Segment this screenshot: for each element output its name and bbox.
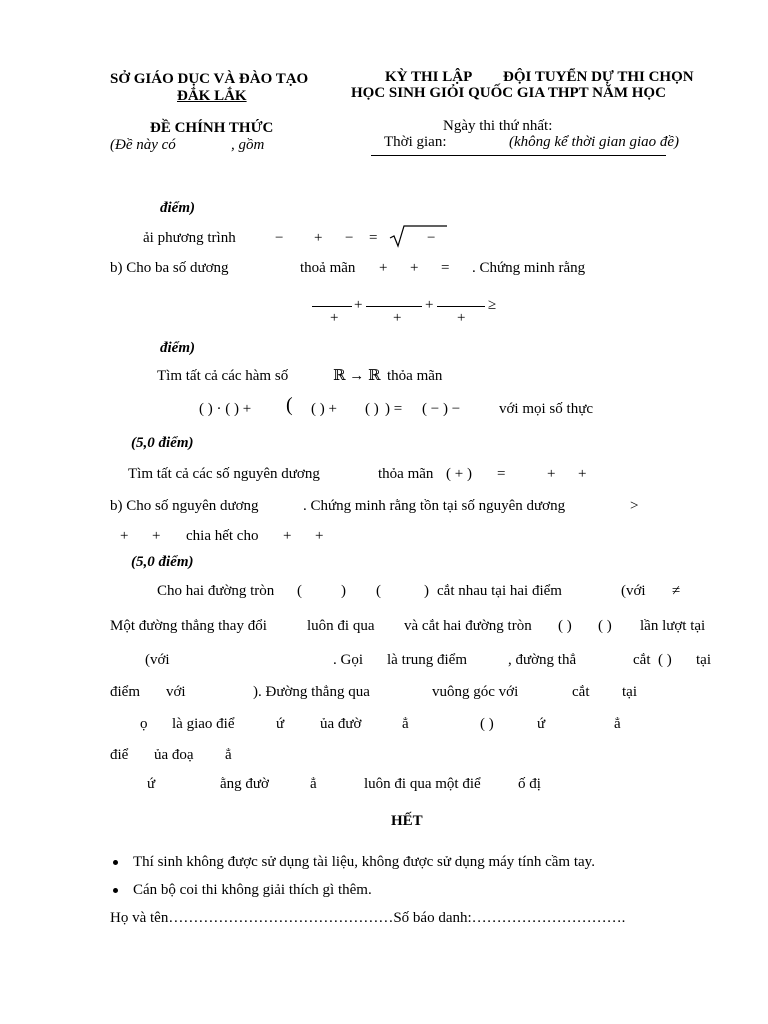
q1a-op-1: − bbox=[275, 230, 284, 246]
bullet-dot-1 bbox=[113, 860, 118, 865]
q1a-sqrt-minus: − bbox=[427, 230, 436, 246]
q2-text-1: Tìm tất cả các hàm số bbox=[157, 368, 289, 384]
fraction-bar-2 bbox=[366, 306, 422, 307]
exam-title-line-2: HỌC SINH GIỎI QUỐC GIA THPT NĂM HỌC bbox=[351, 85, 666, 101]
ineq-plus-1: + bbox=[354, 297, 363, 313]
department-line-2: ĐẮK LẮK bbox=[177, 88, 247, 104]
q2-points: điểm) bbox=[160, 340, 195, 356]
q4-l5-e: ẳ bbox=[402, 716, 409, 732]
q2-eq-d: ( ) bbox=[365, 401, 379, 417]
denominator-1: + bbox=[330, 310, 339, 326]
q4-l1-h: ≠ bbox=[672, 583, 681, 599]
pages-note-a: (Đề này có bbox=[110, 137, 176, 153]
q3a-eq-2: = bbox=[497, 466, 506, 482]
q4-points: (5,0 điểm) bbox=[131, 554, 194, 570]
q4-l6-c: ẳ bbox=[225, 747, 232, 763]
q2-eq-f: ( − ) − bbox=[422, 401, 461, 417]
q4-l3-g: tại bbox=[696, 652, 711, 668]
q3b-line2-d: + bbox=[283, 528, 292, 544]
q4-l1-a: Cho hai đường tròn bbox=[157, 583, 275, 599]
q4-l7-d: luôn đi qua một điể bbox=[364, 776, 481, 792]
q4-l3-d: , đường thẳ bbox=[508, 652, 577, 668]
q4-l2-b: luôn đi qua bbox=[307, 618, 375, 634]
q4-l3-a: (với bbox=[145, 652, 170, 668]
q1a-op-2: + bbox=[314, 230, 323, 246]
q4-l2-d: ( ) bbox=[558, 618, 572, 634]
q2-text-2: thỏa mãn bbox=[387, 368, 443, 384]
q3a-eq-4: + bbox=[578, 466, 587, 482]
department-line-1: SỞ GIÁO DỤC VÀ ĐÀO TẠO bbox=[110, 71, 309, 87]
q4-l6-a: điể bbox=[110, 747, 129, 763]
q3a-eq-3: + bbox=[547, 466, 556, 482]
q1b-op-2: + bbox=[410, 260, 419, 276]
end-marker: HẾT bbox=[391, 813, 423, 829]
q4-l7-b: ằng đườ bbox=[220, 776, 269, 792]
q4-l3-f: ( ) bbox=[658, 652, 672, 668]
q3a-text-2: thỏa mãn bbox=[378, 466, 434, 482]
q4-l2-f: lần lượt tại bbox=[640, 618, 706, 634]
q4-l4-a: điểm bbox=[110, 684, 140, 700]
q3b-line2-b: + bbox=[152, 528, 161, 544]
q3b-text-2: . Chứng minh rằng tồn tại số nguyên dương bbox=[303, 498, 566, 514]
q4-l5-a: ọ bbox=[140, 716, 148, 732]
bullet-dot-2 bbox=[113, 888, 118, 893]
exam-day-label: Ngày thi thứ nhất: bbox=[443, 118, 553, 134]
q3b-line2-a: + bbox=[120, 528, 129, 544]
q4-l3-e: cắt bbox=[633, 652, 651, 668]
ineq-plus-2: + bbox=[425, 297, 434, 313]
q4-l5-f: ( ) bbox=[480, 716, 494, 732]
q4-l5-d: ủa đườ bbox=[320, 716, 362, 732]
q2-eq-c: ( ) + bbox=[311, 401, 337, 417]
q4-l4-c: ). Đường thẳng qua bbox=[253, 684, 370, 700]
q1-points: điểm) bbox=[160, 200, 195, 216]
q4-l1-d: ( bbox=[376, 583, 381, 599]
ineq-geq: ≥ bbox=[488, 297, 497, 313]
time-label: Thời gian: bbox=[384, 134, 447, 150]
q4-l4-b: với bbox=[166, 684, 186, 700]
q1b-text-2: thoả mãn bbox=[300, 260, 356, 276]
candidate-name-line: Họ và tên………………………………………Số báo danh:…………………………. bbox=[110, 910, 626, 926]
q1a-op-3: − bbox=[345, 230, 354, 246]
q4-l1-f: cắt nhau tại hai điểm bbox=[437, 583, 562, 599]
q3b-gt: > bbox=[630, 498, 639, 514]
q1b-text-1: b) Cho ba số dương bbox=[110, 260, 229, 276]
q2-eq-a: ( ) · ( ) + bbox=[199, 401, 252, 417]
q4-l3-b: . Gọi bbox=[333, 652, 363, 668]
sqrt-symbol bbox=[389, 224, 449, 248]
header-divider bbox=[371, 155, 666, 156]
q1b-op-1: + bbox=[379, 260, 388, 276]
q4-l1-b: ( bbox=[297, 583, 302, 599]
q4-l1-e: ) bbox=[424, 583, 429, 599]
denominator-3: + bbox=[457, 310, 466, 326]
q3b-line2-e: + bbox=[315, 528, 324, 544]
official-exam-label: ĐỀ CHÍNH THỨC bbox=[150, 120, 274, 136]
q1b-op-3: = bbox=[441, 260, 450, 276]
q1b-text-3: . Chứng minh rằng bbox=[472, 260, 586, 276]
q4-l7-e: ố đị bbox=[518, 776, 541, 792]
q4-l7-c: ẳ bbox=[310, 776, 317, 792]
exam-title-part-1: KỲ THI LẬP bbox=[385, 69, 473, 85]
pages-note-b: , gồm bbox=[231, 137, 265, 153]
footer-note-1: Thí sinh không được sử dụng tài liệu, không được sử dụng máy tính cầm tay. bbox=[133, 854, 595, 870]
q4-l3-c: là trung điểm bbox=[387, 652, 467, 668]
q3a-eq-1: ( + ) bbox=[446, 466, 472, 482]
q4-l2-c: và cắt hai đường tròn bbox=[404, 618, 532, 634]
q4-l7-a: ứ bbox=[147, 776, 156, 792]
footer-note-2: Cán bộ coi thi không giải thích gì thêm. bbox=[133, 882, 372, 898]
q2-eq-b: ( bbox=[286, 394, 293, 416]
q4-l5-c: ứ bbox=[276, 716, 285, 732]
q1a-op-4: = bbox=[369, 230, 378, 246]
q3b-text-1: b) Cho số nguyên dương bbox=[110, 498, 259, 514]
q4-l1-g: (với bbox=[621, 583, 646, 599]
time-note: (không kể thời gian giao đề) bbox=[509, 134, 680, 150]
q4-l1-c: ) bbox=[341, 583, 346, 599]
q4-l4-e: cắt bbox=[572, 684, 590, 700]
fraction-bar-3 bbox=[437, 306, 485, 307]
q2-mapping: ℝ → ℝ bbox=[333, 368, 381, 384]
exam-title-part-2: ĐỘI TUYỂN DỰ THI CHỌN bbox=[503, 69, 694, 85]
q2-text-3: với mọi số thực bbox=[499, 401, 593, 417]
fraction-bar-1 bbox=[312, 306, 352, 307]
q4-l6-b: ủa đoạ bbox=[154, 747, 194, 763]
q2-eq-e: ) = bbox=[385, 401, 403, 417]
q4-l4-f: tại bbox=[622, 684, 637, 700]
q1a-text: ải phương trình bbox=[143, 230, 236, 246]
q4-l2-e: ( ) bbox=[598, 618, 612, 634]
q4-l5-g: ứ bbox=[537, 716, 546, 732]
q4-l5-h: ẳ bbox=[614, 716, 621, 732]
q3b-line2-c: chia hết cho bbox=[186, 528, 259, 544]
q4-l4-d: vuông góc với bbox=[432, 684, 519, 700]
denominator-2: + bbox=[393, 310, 402, 326]
q4-l5-b: là giao điể bbox=[172, 716, 235, 732]
q3a-text-1: Tìm tất cả các số nguyên dương bbox=[128, 466, 320, 482]
q4-l2-a: Một đường thẳng thay đổi bbox=[110, 618, 267, 634]
q3-points: (5,0 điểm) bbox=[131, 435, 194, 451]
